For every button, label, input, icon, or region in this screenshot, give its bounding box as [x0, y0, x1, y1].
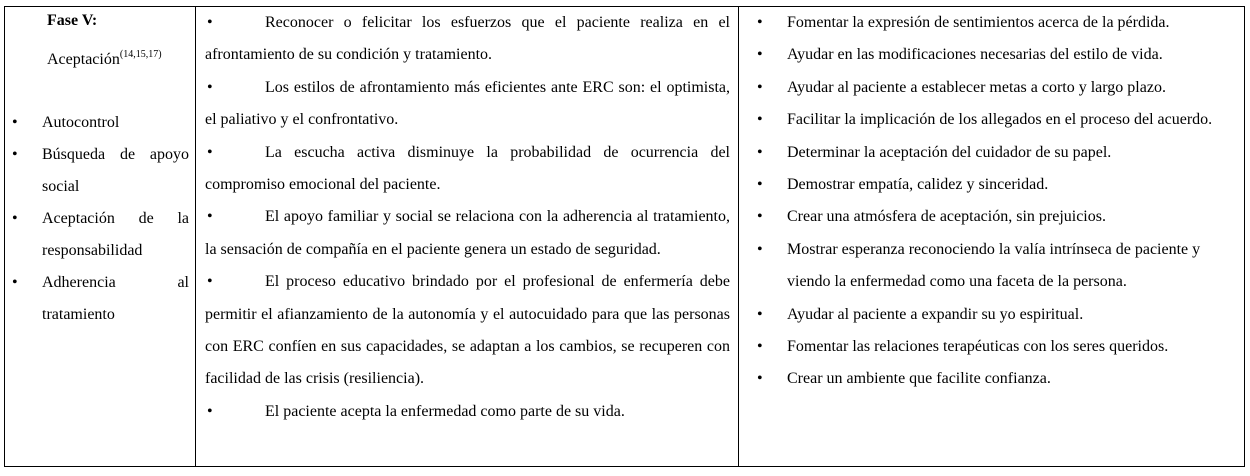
list-item [739, 331, 1244, 363]
list-item-text: Ayudar al paciente a expandir su yo espiritual. [787, 305, 1084, 323]
phase-references: (14,15,17) [119, 49, 162, 60]
list-item [5, 203, 195, 267]
list-item [196, 266, 738, 396]
list-item [739, 72, 1244, 104]
bullet-icon: • [207, 208, 213, 226]
list-item-text: Aceptación de la responsabilidad [42, 210, 189, 259]
list-item [196, 137, 738, 202]
bullet-icon: • [757, 78, 763, 96]
list-item-text: Los estilos de afrontamiento más eficientes ante ERC son: el optimista, el paliativo y el confrontativo. [205, 78, 730, 129]
bullet-icon: • [757, 143, 763, 161]
bullet-icon: • [757, 176, 763, 194]
bullet-icon: • [757, 370, 763, 388]
list-item-text: Crear una atmósfera de aceptación, sin prejuicios. [787, 208, 1106, 226]
phase-subtitle [47, 45, 162, 70]
list-item-text: Búsqueda de apoyo social [42, 146, 189, 195]
list-item [5, 107, 195, 139]
list-item-text: Reconocer o felicitar los esfuerzos que el paciente realiza en el afrontamiento de su condición y tratamiento. [205, 14, 730, 64]
list-item [196, 7, 738, 72]
list-item-text: Mostrar esperanza reconociendo la valía intrínseca de paciente y viendo la enfermedad como una faceta de la persona. [787, 240, 1201, 291]
bullet-icon: • [207, 143, 213, 161]
list-item [739, 169, 1244, 201]
findings-list [196, 7, 738, 428]
bullet-icon: • [207, 402, 213, 420]
bullet-icon: • [757, 305, 763, 323]
findings-column [196, 7, 738, 466]
list-item-text: Adherencia al tratamiento [42, 274, 189, 323]
list-item [739, 299, 1244, 331]
bullet-icon: • [12, 210, 18, 227]
list-item [739, 201, 1244, 233]
interventions-column [739, 7, 1244, 466]
coping-behaviors-list [5, 107, 195, 331]
list-item-text: El proceso educativo brindado por el profesional de enfermería debe permitir el afianzamiento de la autonomía y el autocuidado para que las personas con ERC confíen en sus capacidades, se adaptan a los cambios, se recuperen con facilidad de las crisis (resiliencia). [205, 273, 730, 388]
list-item-text: Determinar la aceptación del cuidador de su papel. [787, 143, 1112, 161]
list-item [5, 139, 195, 203]
phase-column [5, 7, 195, 466]
interventions-list [739, 7, 1244, 396]
bullet-icon: • [757, 240, 763, 258]
list-item-text: Fomentar la expresión de sentimientos acerca de la pérdida. [787, 14, 1170, 31]
list-item-text: Demostrar empatía, calidez y sinceridad. [787, 176, 1049, 194]
list-item [196, 396, 738, 428]
list-item [739, 104, 1244, 136]
list-item-text: Fomentar las relaciones terapéuticas con los seres queridos. [787, 338, 1169, 356]
bullet-icon: • [757, 111, 763, 129]
list-item-text: El apoyo familiar y social se relaciona con la adherencia al tratamiento, la sensación de compañía en el paciente genera un estado de seguridad. [205, 208, 730, 258]
list-item [739, 137, 1244, 169]
list-item-text: Ayudar al paciente a establecer metas a corto y largo plazo. [787, 78, 1166, 96]
list-item-text: Facilitar la implicación de los allegados en el proceso del acuerdo. [787, 111, 1213, 129]
bullet-icon: • [207, 78, 213, 96]
bullet-icon: • [757, 46, 763, 64]
list-item-text: Ayudar en las modificaciones necesarias del estilo de vida. [787, 46, 1163, 64]
phase-subtitle-text: Aceptación [47, 51, 120, 68]
bullet-icon: • [207, 273, 213, 291]
list-item [739, 363, 1244, 395]
list-item [739, 7, 1244, 39]
phase-title: Fase V: [47, 12, 98, 29]
bullet-icon: • [757, 14, 763, 31]
list-item [739, 39, 1244, 71]
list-item [739, 234, 1244, 299]
list-item [196, 72, 738, 137]
nursing-care-table [4, 6, 1245, 467]
bullet-icon: • [12, 274, 18, 291]
bullet-icon: • [207, 14, 213, 31]
list-item-text: Crear un ambiente que facilite confianza. [787, 370, 1051, 388]
bullet-icon: • [757, 208, 763, 226]
list-item [5, 267, 195, 331]
bullet-icon: • [12, 146, 18, 163]
list-item-text: El paciente acepta la enfermedad como parte de su vida. [265, 402, 625, 420]
list-item-text: Autocontrol [42, 114, 120, 131]
bullet-icon: • [12, 114, 18, 131]
list-item-text: La escucha activa disminuye la probabilidad de ocurrencia del compromiso emocional del paciente. [205, 143, 730, 194]
bullet-icon: • [757, 338, 763, 356]
list-item [196, 201, 738, 266]
